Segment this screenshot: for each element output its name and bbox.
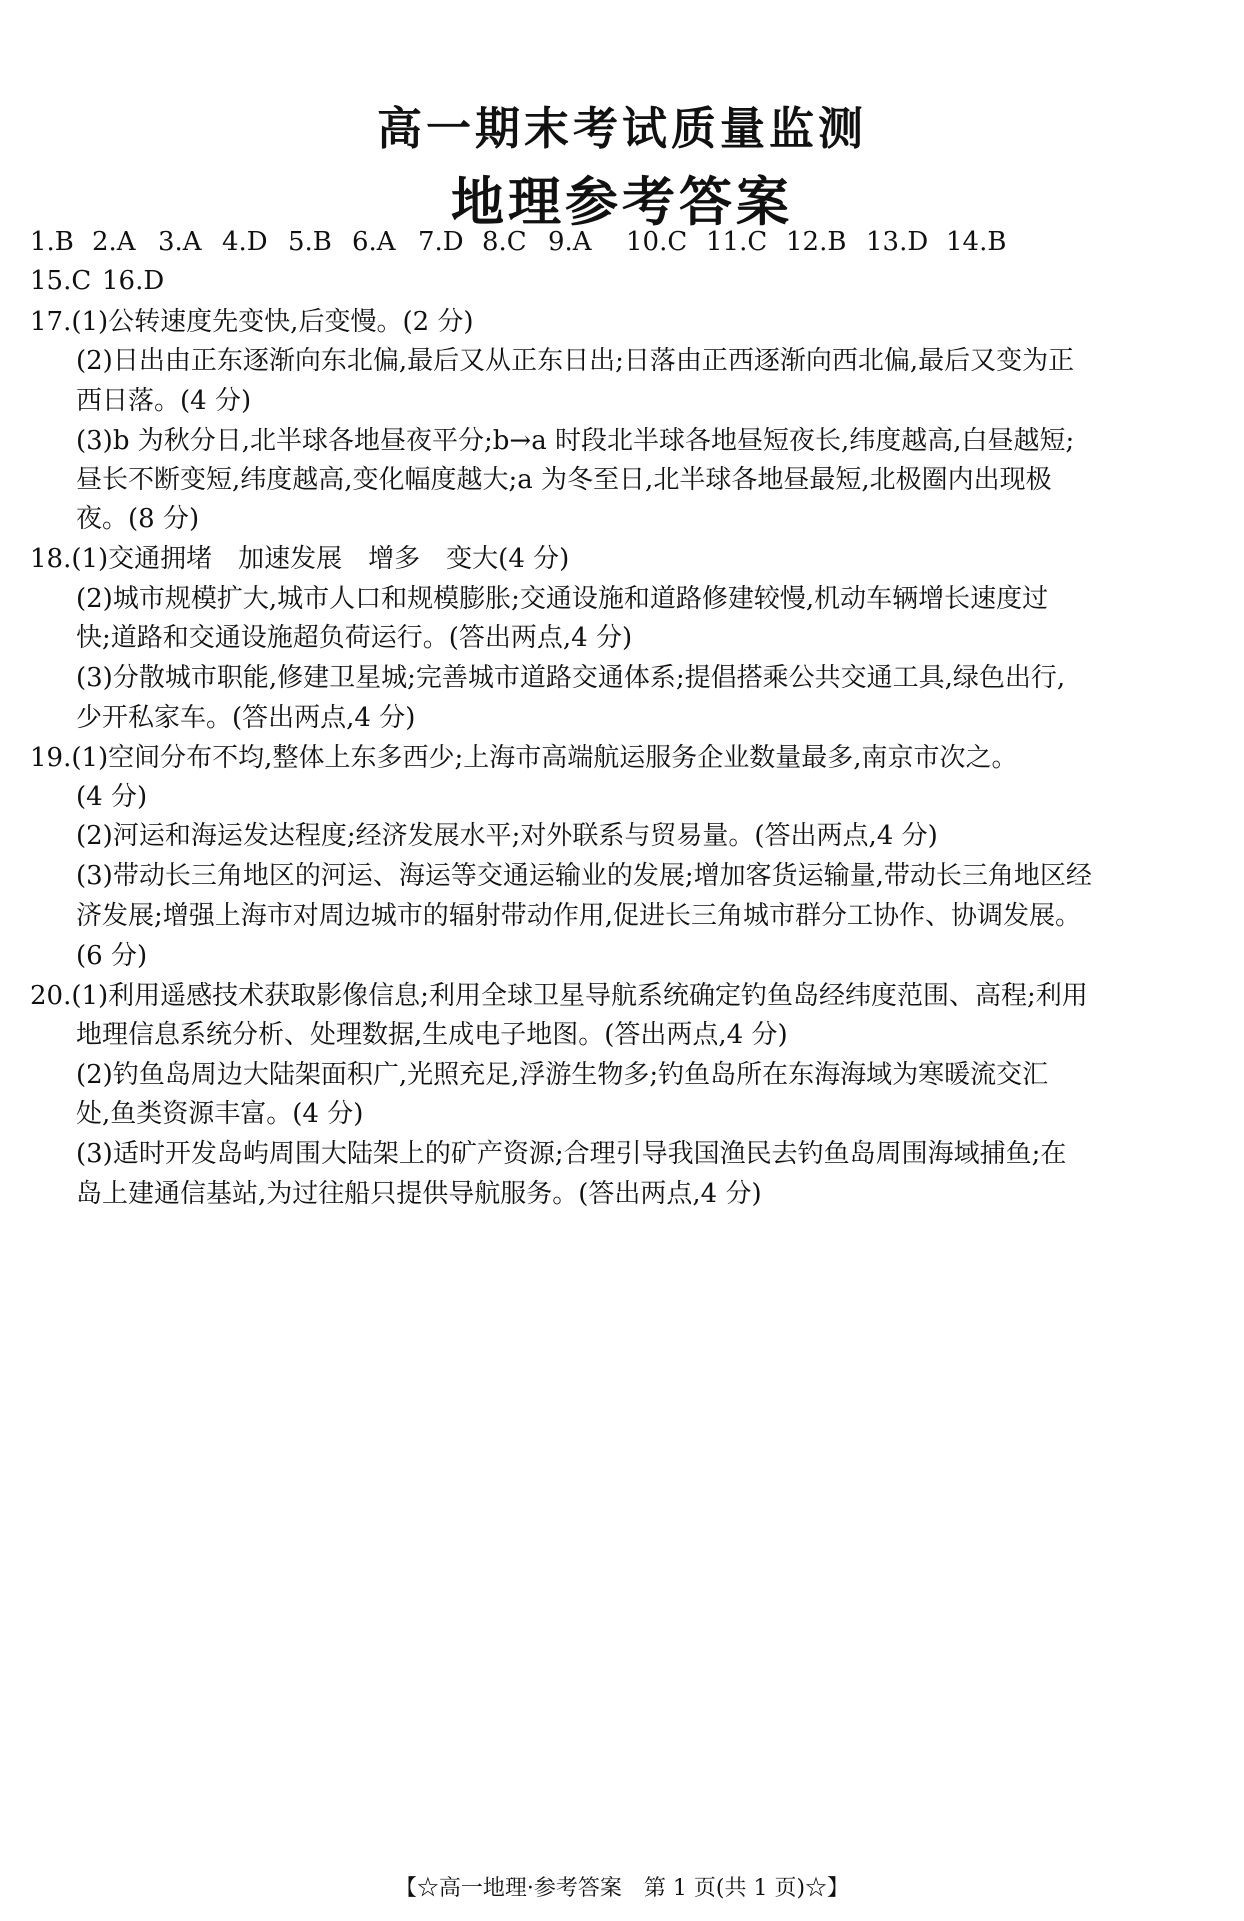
q18-part1: 18.(1)交通拥堵 加速发展 增多 变大(4 分) <box>30 544 570 574</box>
q17-part2-line1: (2)日出由正东逐渐向东北偏,最后又从正东日出;日落由正西逐渐向西北偏,最后又变为正 <box>76 346 1075 376</box>
mc-answer: 13.D <box>866 227 929 257</box>
q20-part1-line1: 20.(1)利用遥感技术获取影像信息;利用全球卫星导航系统确定钓鱼岛经纬度范围、高程;利用 <box>30 981 1088 1011</box>
q17-part1: 17.(1)公转速度先变快,后变慢。(2 分) <box>30 307 474 337</box>
mc-answer: 4.D <box>222 227 268 257</box>
mc-answer: 7.D <box>418 227 464 257</box>
mc-answer: 3.A <box>158 227 202 257</box>
mc-answer: 1.B <box>30 227 74 257</box>
q19-part3-line2: 济发展;增强上海市对周边城市的辐射带动作用,促进长三角城市群分工协作、协调发展。 <box>76 901 1082 931</box>
q19-part1-line2: (4 分) <box>76 782 148 812</box>
mc-answer: 2.A <box>92 227 136 257</box>
q18-part2-line2: 快;道路和交通设施超负荷运行。(答出两点,4 分) <box>76 623 633 653</box>
exam-title: 高一期末考试质量监测 <box>376 102 867 155</box>
q19-part2: (2)河运和海运发达程度;经济发展水平;对外联系与贸易量。(答出两点,4 分) <box>76 821 938 851</box>
mc-answers-row-1 <box>30 226 1016 258</box>
mc-answer: 16.D <box>102 266 165 296</box>
q18-part3-line1: (3)分散城市职能,修建卫星城;完善城市道路交通体系;提倡搭乘公共交通工具,绿色出行, <box>76 663 1066 693</box>
q17-part3-line2: 昼长不断变短,纬度越高,变化幅度越大;a 为冬至日,北半球各地昼最短,北极圈内出现极 <box>76 465 1052 495</box>
mc-answer: 9.A <box>548 227 592 257</box>
mc-answer: 11.C <box>706 227 768 257</box>
q20-part2-line1: (2)钓鱼岛周边大陆架面积广,光照充足,浮游生物多;钓鱼岛所在东海海域为寒暖流交汇 <box>76 1060 1049 1090</box>
q18-part2-line1: (2)城市规模扩大,城市人口和规模膨胀;交通设施和道路修建较慢,机动车辆增长速度过 <box>76 584 1049 614</box>
mc-answer: 14.B <box>946 227 1007 257</box>
q18-part3-line2: 少开私家车。(答出两点,4 分) <box>76 703 416 733</box>
mc-answer: 10.C <box>626 227 688 257</box>
mc-answer: 15.C <box>30 266 92 296</box>
answer-key-title: 地理参考答案 <box>451 172 793 233</box>
q17-part3-line1: (3)b 为秋分日,北半球各地昼夜平分;b→a 时段北半球各地昼短夜长,纬度越高,白昼越短; <box>76 426 1075 456</box>
mc-answer: 8.C <box>482 227 527 257</box>
q19-part1-line1: 19.(1)空间分布不均,整体上东多西少;上海市高端航运服务企业数量最多,南京市次之。 <box>30 743 1018 773</box>
mc-answer: 12.B <box>786 227 847 257</box>
mc-answer: 5.B <box>288 227 332 257</box>
mc-answers-row-2 <box>30 265 174 297</box>
q19-part3-line3: (6 分) <box>76 941 148 971</box>
q17-part3-line3: 夜。(8 分) <box>76 504 200 534</box>
mc-answer: 6.A <box>352 227 396 257</box>
q20-part1-line2: 地理信息系统分析、处理数据,生成电子地图。(答出两点,4 分) <box>76 1020 788 1050</box>
q19-part3-line1: (3)带动长三角地区的河运、海运等交通运输业的发展;增加客货运输量,带动长三角地区经 <box>76 861 1092 891</box>
q20-part2-line2: 处,鱼类资源丰富。(4 分) <box>76 1099 364 1129</box>
page-footer: 【☆高一地理·参考答案 第 1 页(共 1 页)☆】 <box>394 1876 850 1901</box>
q17-part2-line2: 西日落。(4 分) <box>76 386 252 416</box>
q20-part3-line2: 岛上建通信基站,为过往船只提供导航服务。(答出两点,4 分) <box>76 1179 762 1209</box>
q20-part3-line1: (3)适时开发岛屿周围大陆架上的矿产资源;合理引导我国渔民去钓鱼岛周围海域捕鱼;在 <box>76 1139 1067 1169</box>
